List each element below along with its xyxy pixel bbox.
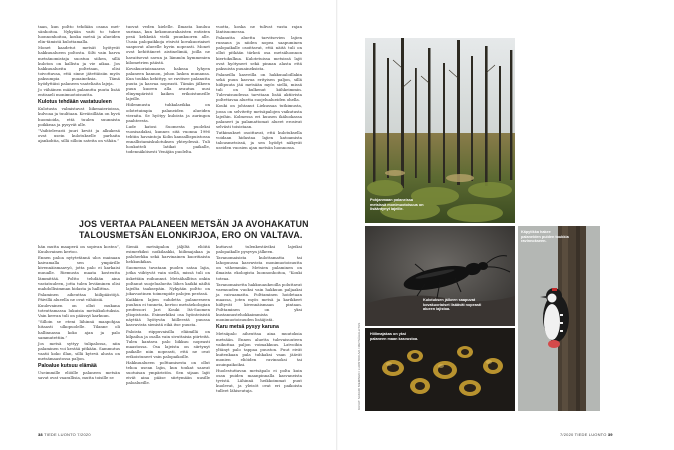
right-footer	[560, 432, 613, 437]
burned-forest-image	[365, 38, 515, 223]
page-number: 38	[38, 432, 43, 437]
paragraph: Sieniä metsäpalon jäljiltä eliöitä esimerkiksi noikilaakki, hiilimajakaa ja paloherkka sekä harvinainen kuoritiaista hehkuukikas.	[126, 244, 210, 265]
section-heading-karu-metsa: Karu metsä pysyy karuna	[216, 324, 279, 331]
beetle-photo	[365, 226, 515, 326]
paragraph: Suomessa tavataan puolen sataa lajia, jotka viihtyvät vain siellä, missä tuli on äskettäin roihunnut. Metsähallitus onkin poltanut suojelualueita lähes kaikki näiltä lajeilta taaksepäin. Nykyään poltto on jokavuotinen toimenpide palojen perässä.	[126, 265, 210, 296]
paragraph: Kulotusta valmistavat liikenaierioissa, kulvoaa ja tuulitaan. Keväisillään on hyvä huomioida, että tuulen suunnista poikkeaa ja pysyvät alle.	[38, 106, 120, 127]
paragraph: Paloista riippuvaisilla eläimillä on kilpailua ja osalla vain sivuttaisia piirteitä. Tulen kantava palo liikkuu nopeasti maastossa. Osa lajeista on siirtynyt paikalle niin nopeasti, että ne ovat erikoistuneet vain palopaikoille.	[126, 328, 210, 359]
paragraph: taan, kun poltto tehdään osana met-sänhoitoa. Nykyään vaiti to tukee luonnonhoitoa, koska metsä ja alueiden elin-tämistä kulottamalla.	[38, 24, 120, 45]
paragraph: Huolestuttavan metsäpalo ei polta kuin osan puiden maanpinnalla kasvaneista tyvistä. Lähinnä heikkoimmat puut kuolevat, ja yleisöt ovat eri paikoista tulleet lähiseutuja.	[216, 368, 302, 394]
section-heading-paloalue: Paloalue kutsuu elämää	[38, 363, 97, 370]
woodpecker-photo-caption: Käpytikka hakee palaneiden puiden toukkia ravinnokseen.	[521, 230, 569, 244]
paragraph: Palanutta aluetta tarvitsevien lajien runsaus ja niiden nopea saapuminen palopaikalle osoittavat, että näitä tuli on ollut pitkään tärkeä osa metsäluonnon kiertokulkua. Kulotetuissa metsissä lajit ovat hyötyneet sekä pinnan alasta että paksuista puuaineksista.	[216, 35, 302, 71]
paragraph: Palaminen aiheuttaa hiilipäästöjä. Päivillä alueella ne ovat vähäisiä.	[38, 291, 120, 302]
paragraph: kuttavat tulenkestäviksi lajeiksi palopaikalle pysyvyn jälkeen.	[216, 244, 302, 255]
paragraph: Kuulevainen on ollut mukana toteuttamassa lukuisia metsäkulotuksia. Vain kerran tuli on päässyt karkuun.	[38, 303, 120, 319]
paragraph: Jos metsä syttyy tulipalossa, niin palaminen voi kestää pitkään. Sammutus vaatii koko illan, sillä kytevä alusta on metsämaastossa paljon.	[38, 340, 120, 361]
paragraph: Hiilenmusta tuhkalaeikka on odotetuimpia palaneiden alueiden vieraita. Se hyötyy kuloista ja auringon paahteesta.	[126, 102, 210, 123]
pull-quote-line: TALOUSMETSÄN ELONKIRJOA, ERO ON VALTAVA.	[79, 230, 303, 240]
paragraph: Kovakuoriaisnaaras hakeaa lyhyen palaneen kannon, johon laskea munansa. Kun toukka kehittyy, se ravitsee palanutta puuta ja kasvaa nopeasti. Tämän jälkeen puun kuoren alla avautuu uusi elinympäristö kaiken erikoistuneille lajeille.	[126, 65, 210, 102]
pull-quote-line: JOS VERTAA PALANEEN METSÄN JA AVOHAKATUN	[79, 219, 309, 229]
magazine-issue: TIEDE LUONTO 7/2020	[44, 432, 91, 437]
paragraph: ”Vaihtelevasti juuri kevät ja alkukesä ovat usein kulotukselle parhaita ajankohtia, sillä silloin sateita on vähän.”	[38, 127, 120, 143]
left-col2-bottom	[126, 244, 210, 387]
mushroom-photo	[365, 328, 515, 411]
paragraph: Jo vähäinen määrä palanutta puuta lisää entisaeli monimuotoisuutta.	[38, 87, 120, 98]
paragraph: Monet kaadetut metsät hyötyvät hakkuualueen poltosta. Silti vain harva metsänomistaja suostuu siihen, sillä kuloton on kallista ja vie aikaa. Jos hakkuualueita poltetaan, olisi toivottavaa, että sinne jätettäisiin myös paksumpia puuaineksia. Tämä hyödyttäisi palaneen vaateliaita lajeja.	[38, 45, 120, 87]
woodpecker-image	[518, 226, 600, 411]
page-number: 39	[607, 432, 613, 437]
left-footer	[38, 432, 91, 437]
paragraph: vuotta, koska ne tulivat vasta rajan läntisuomessa.	[216, 24, 302, 35]
paragraph: Tutkimukset osoittavat, että kulotuksella voidaan hidastaa lajien katoamista talousmetsissä, ja sen hyödyt näkyvät useiden vuosien ajan metsän luonnossa.	[216, 129, 302, 151]
forest-photo-caption: Pohjanmaan palaneissa metsissä monimuotoisuus on lisääntynyt lajeille.	[370, 198, 424, 212]
magazine-issue: 7/2020 TIEDE LUONTO	[560, 432, 607, 437]
paragraph: Kaikkien lajien suhdetta palaneeseen puuhun ei tunneta, kertoo metsäekologian professori Jari Kouki Itä-Suomen yliopistosta. Esimerkiksi osa hyönteisistä näyttää hyötyvän hiilleestä puussa kasvavista sienistä eikä itse puusta.	[126, 296, 210, 328]
paragraph: Palaneilla kasveilla on hakkuualoillakin sekä puun kasvua erityisen paljon, sillä hiilipuuta jää metsään myös siellä, missä tuli on kulkenut kiihkeimmin. Tulevaisuudessa tarvitaan lisää aktiivista poltettavaa aluetta suojelualueiden ohella.	[216, 71, 302, 103]
paragraph: Tavanomaisista kulottamatta tai lahopuussa kasvavista monimuotoisuutta on vähemmän. Metsien palaminen on ilmaista ekologista luonnonhoitoa, ”Kouki toteaa.	[216, 255, 302, 281]
section-heading-kulotus: Kulotus tehdään vastatuuleen	[38, 99, 112, 106]
paragraph: Ennen paloa nytytetännä ulos mainaan kaivamalla sen ympärille kivennäismaavyö, jotta palo ei karkaisi muualle. Riemusta maata kosteutta lämmittää. Poltto tehdään aina vastatuuleen, jotta tulen leviäminen olisi mahdollisimman hidasta ja hallittua.	[38, 255, 120, 291]
paragraph: tuovat veden kielelle. Ilmasta kuuluu surinaa, kun kekomuurahaisten entisten pesä kehkeää vielä puunkuoren alle. Uusia palopaikkoja etsivät kovakuoriaiset saapuvat alueelle hyvin nopeasti. Monet ovat kehittäneet aistinelimiä, joilla ne havaitsevat savun ja lämmön kymmenien kilometrien päästä.	[126, 24, 210, 65]
left-col1-bottom	[38, 244, 120, 381]
left-col2-top	[126, 24, 210, 155]
burned-forest-photo	[365, 38, 515, 223]
right-col1-top-text	[216, 24, 302, 151]
woodpecker-photo	[518, 226, 600, 411]
left-col1-top	[38, 24, 120, 144]
paragraph: Hakkuualueen polttamisesta on ollut tehoa usean lajin, kun toukat saavat suotuisan ympäristön. Sen sijaan lajit eivät aina pääse siirtymään uusille paloalueille.	[126, 360, 210, 386]
paragraph: Useimmille eliöille palaneen metsän savut ovat vaarallisia, mutta toisille se	[38, 370, 120, 381]
beetle-photo-caption: Kulotuksen jälkeen saapuvat kovakuoriaiset lisäävät nopeasti alueen lajistoa.	[423, 298, 482, 312]
paragraph: Tavanomaisetta hakkuuaukeoilla poluttavat varmuuden vuoksi vain hakkuun paljaaksi ja raivaamatta. Polttaminen hoidetaan maassa, joten myös metsä ja karikkeet hiiltyvät kivennäismaan pintaan. Polttaminen on yksi kustannustehokkaimmista monimuotoisuuden lisääjistä.	[216, 281, 302, 323]
photo-credit: KUVAT: SAKARI NIEMINEN / LUONTOKUVA / METSÄHALLITUS	[357, 322, 361, 410]
paragraph: hän mutta maaperä on sopivan kostea”, Kuuluvainen kertoo.	[38, 244, 120, 255]
paragraph: ”Silloin se eteni lähinnä maapohjaa hitaasti ulkopuolelle. Tilanne oli hallinnassa koko ajan ja palo sammutettiin.”	[38, 319, 120, 340]
paragraph: Metsäpalo aiheuttaa aina muutoksia metsään. Ennen aluetta tulevaisuuteen vaikuttaa paljon voimakkuus. Latvoihin yltänyt palo tappaa puuston. Puut eivät kuitenkaan pala tuhkaksi vaan jäävät monien eliöiden ravinnoksi tai asuinpaikoiksi.	[216, 331, 302, 367]
paragraph: Lude katosi Suomesta puoleksi vuosisadaksi, kunnes sitä vuonna 1996 tehtiin havaintoja Kolin kansallispuistossa ennallistamiskulotuksen yhteydessä. Tuli houkutteli latikat paikalle, todennäköisesti Venäjän puolelta.	[126, 123, 210, 155]
right-col1-bottom-text	[216, 244, 302, 395]
paragraph: Kouki on johtanut Liekussaa tutkimusta, jossa on selvitetty metsäpalojen vaikutusta lajeihin. Kolmessa eri kuusen ikäluokassa palaneet ja palamattomat alueet erosivat selvästi toisistaan.	[216, 103, 302, 129]
mushroom-photo-caption: Hiilimajakas on yksi palaneen maan kasvustoa.	[370, 332, 419, 341]
